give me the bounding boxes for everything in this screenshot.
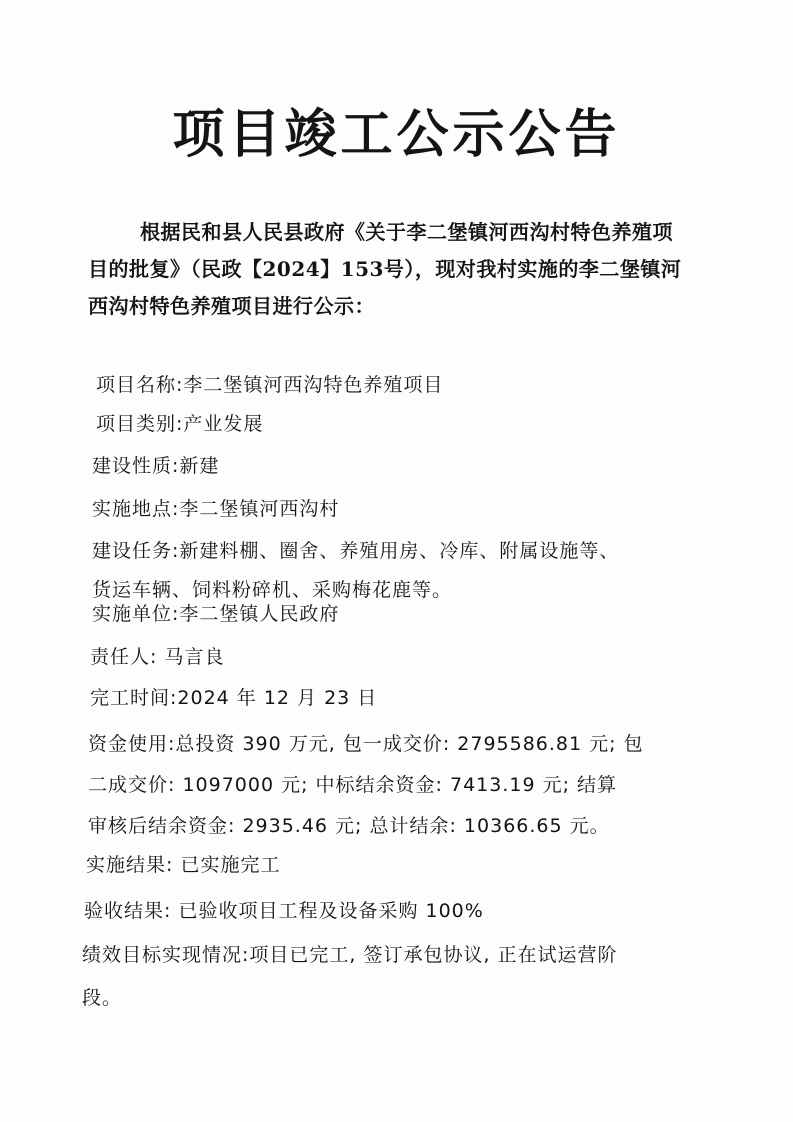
performance-line-2: 段。: [82, 987, 123, 1009]
field-performance: [82, 934, 618, 1020]
field-funds: [88, 724, 644, 847]
performance-line-1: 绩效目标实现情况:项目已完工, 签订承包协议, 正在试运营阶: [82, 944, 618, 966]
tasks-line-1: 建设任务:新建料棚、圈舍、养殖用房、冷库、附属设施等、: [92, 540, 620, 562]
field-responsible: 责任人: 马言良: [90, 646, 225, 668]
funds-line-3: 审核后结余资金: 2935.46 元; 总计结余: 10366.65 元。: [88, 815, 610, 837]
document-title: 项目竣工公示公告: [172, 104, 621, 165]
intro-text: 根据民和县人民县政府《关于李二堡镇河西沟村特色养殖项目的批复》（民政【2024】153号），现对我村实施的李二堡镇河西沟村特色养殖项目进行公示：: [88, 220, 682, 318]
field-construction-nature: 建设性质:新建: [92, 455, 220, 477]
field-tasks: [92, 532, 619, 610]
funds-line-1: 资金使用:总投资 390 万元, 包一成交价: 2795586.81 元; 包: [88, 733, 644, 755]
field-location: 实施地点:李二堡镇河西沟村: [92, 498, 340, 520]
intro-paragraph: [88, 214, 688, 325]
tasks-line-2: 货运车辆、饲料粉碎机、采购梅花鹿等。: [92, 579, 453, 601]
funds-line-2: 二成交价: 1097000 元; 中标结余资金: 7413.19 元; 结算: [88, 774, 618, 796]
field-project-name: 项目名称:李二堡镇河西沟特色养殖项目: [96, 374, 444, 396]
field-result: 实施结果: 已实施完工: [86, 854, 281, 876]
field-project-type: 项目类别:产业发展: [96, 413, 264, 435]
field-completion-date: 完工时间:2024 年 12 月 23 日: [90, 687, 378, 709]
field-acceptance: 验收结果: 已验收项目工程及设备采购 100%: [84, 900, 484, 922]
field-unit: 实施单位:李二堡镇人民政府: [92, 603, 340, 625]
